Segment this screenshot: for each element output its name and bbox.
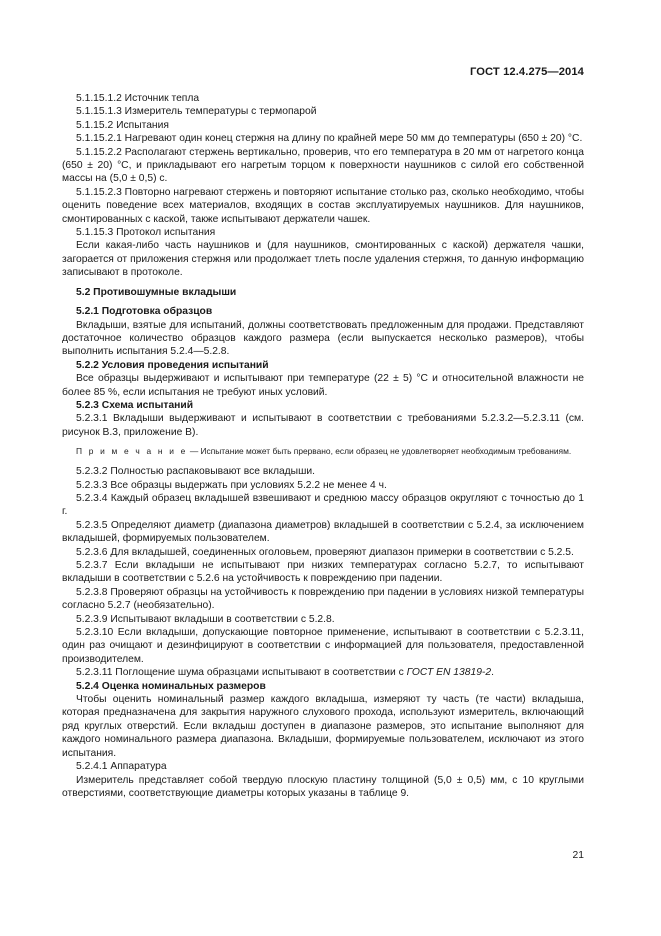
clause-5-2-3-11-text: 5.2.3.11 Поглощение шума образцами испытывают в соответствии с xyxy=(76,667,407,679)
clause-5-2-3-10: 5.2.3.10 Если вкладыши, допускающие повторное применение, испытывают в соответствии с 5.2.3.11, один раз очищают и дезинфицируют в соответствии с информацией для пользователя, предоставленной производителем. xyxy=(62,627,584,665)
sample-preparation-paragraph: Вкладыши, взятые для испытаний, должны соответствовать предложенным для продажи. Представляют достаточное количество образцов каждого размера (если выпускается несколько размеров), чтобы выполнить испытания 5.2.4—5.2.8. xyxy=(62,319,584,358)
document-body xyxy=(62,92,584,800)
clause-5-1-15-1-2: 5.1.15.1.2 Источник тепла xyxy=(76,93,200,104)
clause-5-2-3-8: 5.2.3.8 Проверяют образцы на устойчивость к повреждению при падении в условиях низкой температуры согласно 5.2.7 (необязательно). xyxy=(62,586,584,612)
protocol-paragraph: Если какая-либо часть наушников и (для наушников, смонтированных с каской) держателя чашки, загорается от приложения стержня или продолжает тлеть после удаления стержня, то данную информацию записывают в протоколе. xyxy=(62,240,584,279)
standard-reference: ГОСТ EN 13819-2 xyxy=(406,667,492,679)
section-5-2-heading: 5.2 Противошумные вкладыши xyxy=(76,286,237,298)
test-conditions-paragraph: Все образцы выдерживают и испытывают при температуре (22 ± 5) °С и относительной влажности не более 85 %, если испытания не требуют иных условий. xyxy=(62,373,584,398)
document-header: ГОСТ 12.4.275—2014 xyxy=(469,66,584,78)
clause-5-2-3-3: 5.2.3.3 Все образцы выдержать при условиях 5.2.2 не менее 4 ч. xyxy=(76,479,387,491)
section-5-2-1-heading: 5.2.1 Подготовка образцов xyxy=(76,306,213,318)
nominal-size-paragraph: Чтобы оценить номинальный размер каждого вкладыша, измеряют ту часть (те части) вкладыша, которая предназначена для закрытия наружного слухового прохода, используют измеритель, включающий ряд круглых отверстий. Если вкладыш доступен в диапазоне размеров, это испытание выполняют для каждого номинального размера диапазона. Вкладыши, формируемые пользователем, исключают из этого испытания. xyxy=(62,694,584,759)
clause-5-2-3-1: 5.2.3.1 Вкладыши выдерживают и испытывают в соответствии с требованиями 5.2.3.2—5.2.3.11 (см. рисунок В.3, приложение В). xyxy=(62,413,584,438)
clause-5-2-3-2: 5.2.3.2 Полностью распаковывают все вкладыши. xyxy=(76,466,315,478)
clause-5-2-3-4: 5.2.3.4 Каждый образец вкладышей взвешивают и среднюю массу образцов округляют с точностью до 1 г. xyxy=(62,492,584,518)
clause-5-2-3-5: 5.2.3.5 Определяют диаметр (диапазона диаметров) вкладышей в соответствии с 5.2.4, за исключением вкладышей, формируемых пользователем. xyxy=(62,519,584,545)
clause-5-2-3-9: 5.2.3.9 Испытывают вкладыши в соответствии с 5.2.8. xyxy=(76,613,335,625)
clause-5-2-4-1: 5.2.4.1 Аппаратура xyxy=(76,761,167,773)
section-5-2-3-heading: 5.2.3 Схема испытаний xyxy=(76,399,194,411)
clause-5-1-15-3: 5.1.15.3 Протокол испытания xyxy=(76,227,216,239)
clause-5-2-3-11 xyxy=(62,666,584,679)
apparatus-paragraph: Измеритель представляет собой твердую плоскую пластину толщиной (5,0 ± 0,5) мм, с 10 круглыми отверстиями, соответствующие диаметры которых указаны в таблице 9. xyxy=(62,774,584,799)
clause-5-2-3-11-end: . xyxy=(491,667,494,679)
note-text: — Испытание может быть прервано, если образец не удовлетворяет необходимым требованиям. xyxy=(187,446,572,457)
clause-5-2-3-6: 5.2.3.6 Для вкладышей, соединенных оголовьем, проверяют диапазон примерки в соответствии с 5.2.5. xyxy=(76,546,574,558)
note-paragraph xyxy=(62,445,584,457)
clause-5-1-15-1-3: 5.1.15.1.3 Измеритель температуры с термопарой xyxy=(76,106,317,118)
note-label: П р и м е ч а н и е xyxy=(76,446,188,457)
page-number: 21 xyxy=(572,850,584,861)
clause-5-1-15-2: 5.1.15.2 Испытания xyxy=(76,119,169,131)
clause-5-1-15-2-1: 5.1.15.2.1 Нагревают один конец стержня на длину по крайней мере 50 мм до температуры (650 ± 20) °С. xyxy=(76,133,583,145)
section-5-2-4-heading: 5.2.4 Оценка номинальных размеров xyxy=(76,680,266,692)
section-5-2-2-heading: 5.2.2 Условия проведения испытаний xyxy=(76,359,269,371)
clause-5-2-3-7: 5.2.3.7 Если вкладыши не испытывают при низких температурах согласно 5.2.7, то испытывают вкладыши в соответствии с 5.2.6 на устойчивость к повреждению при падении. xyxy=(62,560,584,585)
clause-5-1-15-2-3: 5.1.15.2.3 Повторно нагревают стержень и повторяют испытание столько раз, сколько необходимо, чтобы оценить поведение всех материалов, входящих в состав эксплуатируемых наушников. Для наушников, смонтированных с каской, также испытывают держатели чашек. xyxy=(62,186,584,225)
clause-5-1-15-2-2: 5.1.15.2.2 Располагают стержень вертикально, проверив, что его температура в 20 мм от нагретого конца (650 ± 20) °С, и прикладывают его нагретым торцом к поверхности наушников с силой его собственной массы на (5,0 ± 0,5) с. xyxy=(62,146,584,185)
